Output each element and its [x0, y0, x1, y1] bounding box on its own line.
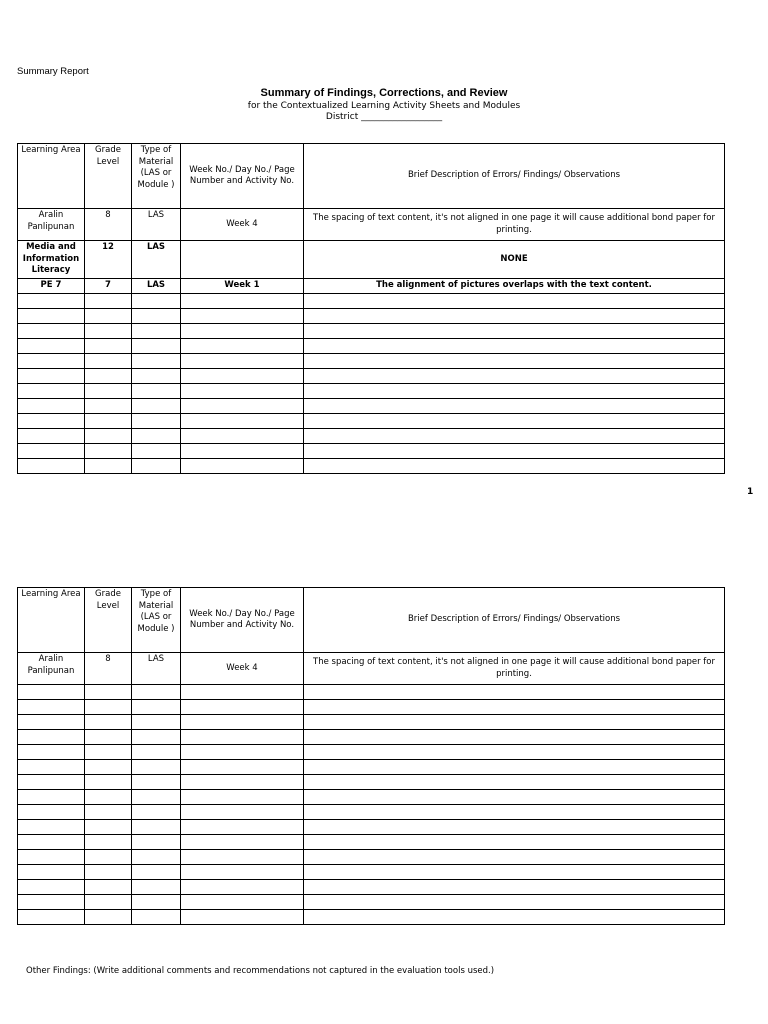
cell-type-of-material: LAS — [132, 241, 181, 279]
table-row-empty — [18, 820, 725, 835]
table-row-empty — [18, 835, 725, 850]
header-grade-level: Grade Level — [85, 144, 132, 209]
cell-description: The spacing of text content, it's not aligned in one page it will cause additional bond paper for printing. — [304, 209, 725, 241]
table-row-empty — [18, 338, 725, 353]
cell-type-of-material: LAS — [132, 278, 181, 293]
cell-week-no: Week 1 — [181, 278, 304, 293]
cell-type-of-material: LAS — [132, 209, 181, 241]
document-subtitle: for the Contextualized Learning Activity Sheets and Modules — [247, 101, 521, 111]
table-row-empty — [18, 308, 725, 323]
table-row-empty — [18, 715, 725, 730]
findings-table-page-1 — [17, 143, 725, 474]
table-row-empty — [18, 865, 725, 880]
page-number: 1 — [747, 487, 754, 497]
table-row-empty — [18, 383, 725, 398]
header-learning-area: Learning Area — [18, 588, 85, 653]
district-line: District __________________ — [325, 112, 443, 122]
cell-learning-area: Media and Information Literacy — [18, 241, 85, 279]
table-row-empty — [18, 700, 725, 715]
cell-grade-level: 12 — [85, 241, 132, 279]
table-row-empty — [18, 775, 725, 790]
table-row-empty — [18, 760, 725, 775]
header-week-no: Week No./ Day No./ Page Number and Activity No. — [181, 144, 304, 209]
table-row-empty — [18, 458, 725, 473]
table-row — [18, 241, 725, 279]
table-row-empty — [18, 443, 725, 458]
cell-grade-level: 8 — [85, 653, 132, 685]
header-type-of-material: Type of Material (LAS or Module ) — [132, 588, 181, 653]
table-row-empty — [18, 790, 725, 805]
table-row-empty — [18, 730, 725, 745]
table-row-empty — [18, 880, 725, 895]
cell-description: The spacing of text content, it's not aligned in one page it will cause additional bond paper for printing. — [304, 653, 725, 685]
header-week-no: Week No./ Day No./ Page Number and Activity No. — [181, 588, 304, 653]
other-findings-note: Other Findings: (Write additional comments and recommendations not captured in the evaluation tools used.) — [26, 966, 495, 976]
findings-table-page-2 — [17, 587, 725, 925]
header-type-of-material: Type of Material (LAS or Module ) — [132, 144, 181, 209]
table-row — [18, 278, 725, 293]
cell-week-no — [181, 241, 304, 279]
header-learning-area: Learning Area — [18, 144, 85, 209]
document-title: Summary of Findings, Corrections, and Review — [260, 87, 508, 99]
table-row-empty — [18, 293, 725, 308]
header-description: Brief Description of Errors/ Findings/ Observations — [304, 144, 725, 209]
table-row-empty — [18, 398, 725, 413]
table-row-empty — [18, 413, 725, 428]
table-row-empty — [18, 805, 725, 820]
table-row-empty — [18, 895, 725, 910]
cell-description: The alignment of pictures overlaps with the text content. — [304, 278, 725, 293]
cell-week-no: Week 4 — [181, 209, 304, 241]
cell-grade-level: 7 — [85, 278, 132, 293]
table-row-empty — [18, 685, 725, 700]
table-row — [18, 209, 725, 241]
table-header-row — [18, 588, 725, 653]
table-row-empty — [18, 850, 725, 865]
table-row-empty — [18, 910, 725, 925]
cell-learning-area: Aralin Panlipunan — [18, 209, 85, 241]
table-row-empty — [18, 428, 725, 443]
header-description: Brief Description of Errors/ Findings/ Observations — [304, 588, 725, 653]
cell-learning-area: Aralin Panlipunan — [18, 653, 85, 685]
table-row-empty — [18, 745, 725, 760]
cell-grade-level: 8 — [85, 209, 132, 241]
cell-type-of-material: LAS — [132, 653, 181, 685]
cell-week-no: Week 4 — [181, 653, 304, 685]
table-row-empty — [18, 353, 725, 368]
table-row-empty — [18, 368, 725, 383]
header-grade-level: Grade Level — [85, 588, 132, 653]
cell-learning-area: PE 7 — [18, 278, 85, 293]
table-header-row — [18, 144, 725, 209]
cell-description: NONE — [304, 241, 725, 279]
table-row-empty — [18, 323, 725, 338]
report-label: Summary Report — [17, 66, 89, 77]
table-row — [18, 653, 725, 685]
